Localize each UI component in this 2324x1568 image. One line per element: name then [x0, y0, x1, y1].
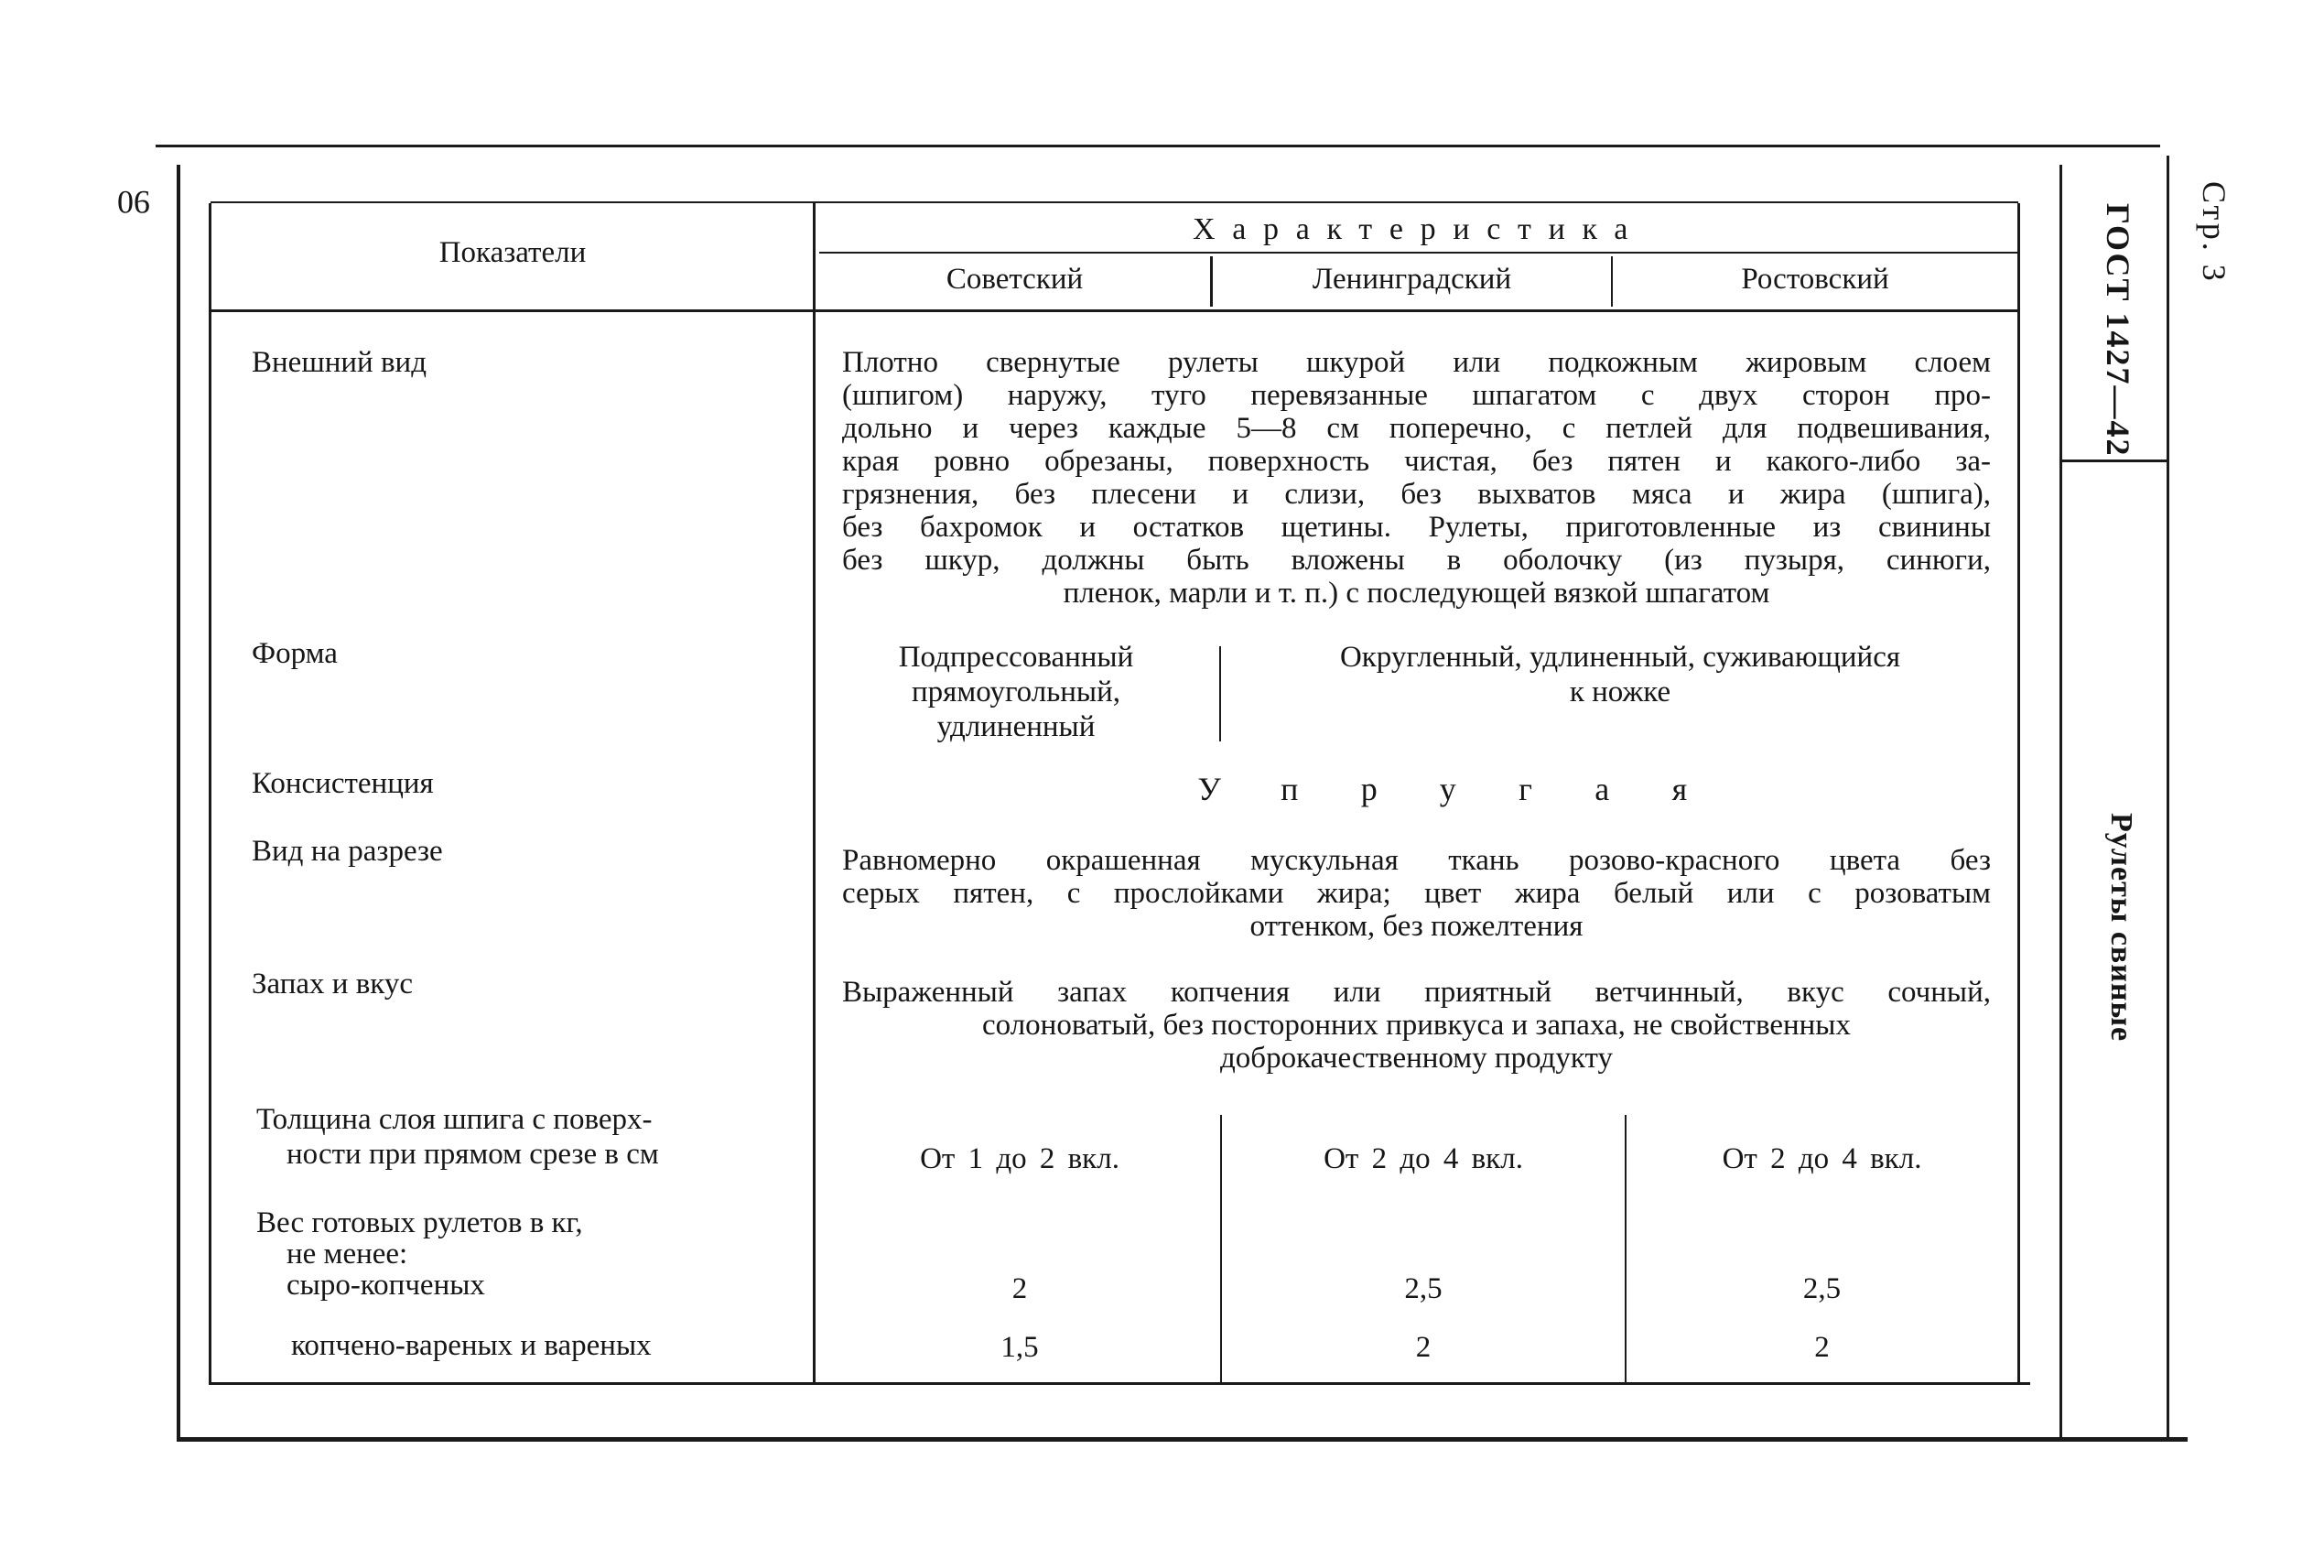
appearance-line: Плотно свернутые рулеты шкурой или подкожным жировым слоем — [842, 346, 1991, 379]
table-bottom-line — [209, 1382, 2030, 1385]
row-label-fat-1: Толщина слоя шпига с поверх- — [256, 1103, 653, 1136]
fat-rostovsky: От 2 до 4 вкл. — [1722, 1142, 1922, 1175]
side-standard: ГОСТ 1427—42 — [2100, 203, 2136, 458]
row-label-fat-2: ности при прямом срезе в см — [286, 1138, 659, 1171]
appearance-line: (шпигом) наружу, туго перевязанные шпагатом с двух сторон про- — [842, 379, 1991, 412]
table-right-line — [2017, 203, 2020, 1384]
indicators-divider — [813, 203, 816, 1384]
row-label-weight-1: Вес готовых рулетов в кг, — [256, 1206, 583, 1239]
row-label-boiled: копчено-вареных и вареных — [291, 1329, 652, 1362]
row-label-appearance: Внешний вид — [252, 346, 427, 379]
page-number: 90 — [117, 184, 150, 221]
table-left-line — [209, 203, 211, 1384]
appearance-line: грязнения, без плесени и слизи, без выхватов мяса и жира (шпига), — [842, 478, 1991, 511]
boiled-leningradsky: 2 — [1415, 1331, 1432, 1364]
raw-smoked-leningradsky: 2,5 — [1404, 1272, 1443, 1305]
appearance-text — [842, 346, 1991, 610]
side-product: Рулеты свиные — [2104, 813, 2138, 1043]
header-characteristic: Характеристика — [1193, 212, 1645, 246]
table-header-bottom-line — [211, 309, 2018, 312]
header-col-sovetsky: Советский — [946, 263, 1084, 296]
smell-line-center: солоноватый, без посторонних привкуса и запаха, не свойственных — [982, 1009, 1851, 1042]
smell-text — [842, 976, 1991, 1075]
side-strip-left — [2059, 165, 2062, 1442]
fat-leningradsky: От 2 до 4 вкл. — [1324, 1142, 1523, 1175]
side-page-label: Стр. 3 — [2196, 181, 2232, 284]
fat-sovetsky: От 1 до 2 вкл. — [920, 1142, 1119, 1175]
row-label-raw-smoked: сыро-копченых — [286, 1269, 485, 1302]
header-indicators: Показатели — [438, 236, 587, 269]
boiled-rostovsky: 2 — [1814, 1331, 1830, 1364]
appearance-line-last: пленок, марли и т. п.) с последующей вязкой шпагатом — [1063, 577, 1770, 610]
appearance-line: края ровно обрезаны, поверхность чистая, без пятен и какого-либо за- — [842, 445, 1991, 478]
header-col-leningradsky: Ленинградский — [1312, 263, 1512, 296]
characteristic-underline — [819, 252, 2018, 254]
shape-divider — [1219, 646, 1221, 741]
raw-smoked-sovetsky: 2 — [1011, 1272, 1028, 1305]
shape-sovetsky-3: удлиненный — [936, 710, 1096, 743]
appearance-line: без шкур, должны быть вложены в оболочку (из пузыря, синюги, — [842, 544, 1991, 577]
side-strip-divider — [2062, 460, 2167, 462]
consistency-value: Упругая — [1197, 771, 1750, 807]
shape-sovetsky-2: прямоугольный, — [911, 676, 1120, 708]
table-top-line — [211, 201, 2018, 203]
shape-others-2: к ножке — [1569, 676, 1671, 708]
row-label-smell: Запах и вкус — [252, 968, 414, 1000]
left-frame — [177, 165, 180, 1442]
bottom-rule — [178, 1437, 2188, 1442]
row-label-weight-2: не менее: — [286, 1238, 408, 1271]
smell-line-center: доброкачественному продукту — [1219, 1042, 1614, 1075]
cut-line: серых пятен, с прослойками жира; цвет жира белый или с розоватым — [842, 877, 1991, 910]
raw-smoked-rostovsky: 2,5 — [1802, 1272, 1842, 1305]
top-rule — [156, 145, 2160, 147]
row-label-shape: Форма — [252, 637, 338, 670]
header-col-rostovsky: Ростовский — [1741, 263, 1889, 296]
row-label-cut: Вид на разрезе — [252, 835, 443, 868]
appearance-line: дольно и через каждые 5—8 см поперечно, с петлей для подвешивания, — [842, 412, 1991, 445]
shape-others-1: Округленный, удлиненный, суживающийся — [1339, 641, 1901, 674]
smell-line: Выраженный запах копчения или приятный ветчинный, вкус сочный, — [842, 976, 1991, 1009]
cut-text — [842, 844, 1991, 943]
shape-sovetsky-1: Подпрессованный — [898, 641, 1134, 674]
cut-line-last: оттенком, без пожелтения — [1249, 910, 1584, 943]
cut-line: Равномерно окрашенная мускульная ткань розово-красного цвета без — [842, 844, 1991, 877]
side-strip-right — [2167, 156, 2169, 1442]
appearance-line: без бахромок и остатков щетины. Рулеты, приготовленные из свинины — [842, 511, 1991, 544]
row-label-consistency: Консистенция — [252, 767, 434, 800]
boiled-sovetsky: 1,5 — [1000, 1331, 1039, 1364]
